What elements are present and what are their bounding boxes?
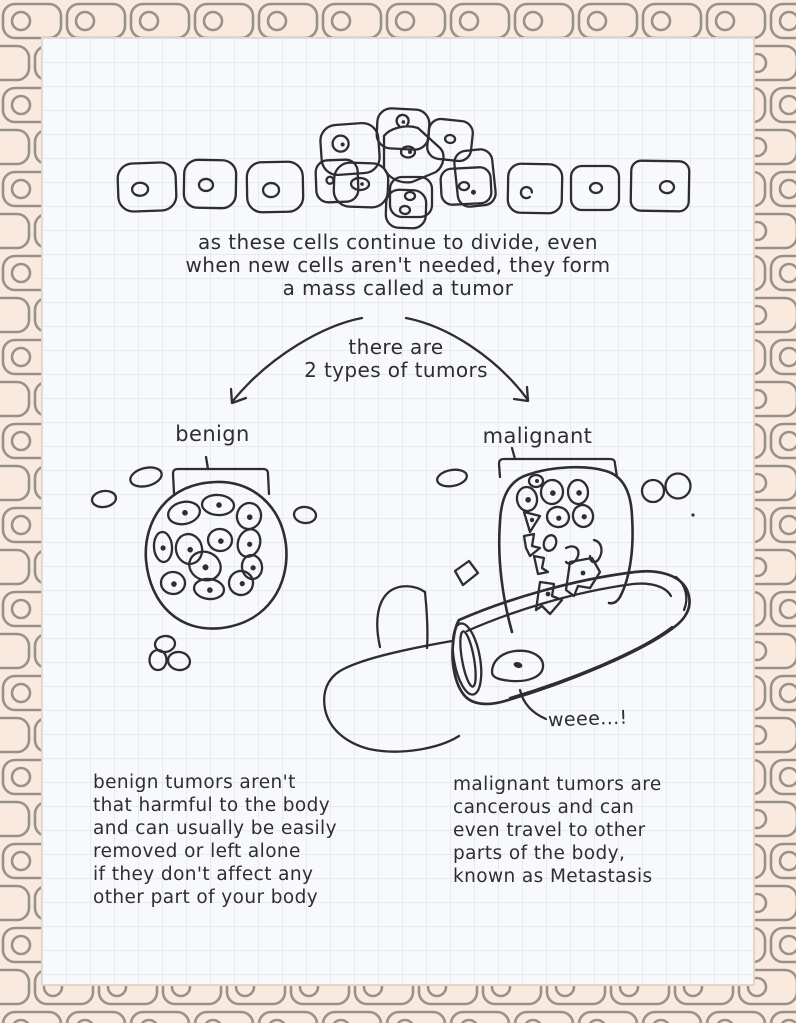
caption-line-2: when new cells aren't needed, they form: [185, 253, 611, 277]
benign-label: benign: [175, 422, 250, 446]
malignant-description-line: parts of the body,: [453, 843, 626, 864]
benign-description-line: other part of your body: [93, 887, 319, 908]
malignant-description-line: cancerous and can: [453, 797, 635, 818]
benign-description-line: benign tumors aren't: [93, 772, 296, 793]
malignant-description-line: malignant tumors are: [453, 774, 662, 795]
malignant-description: [453, 773, 662, 888]
caption-line-3: a mass called a tumor: [282, 276, 514, 300]
caption-line-1: as these cells continue to divide, even: [198, 230, 598, 254]
weee-callout-text: weee...!: [547, 706, 628, 732]
benign-description-line: removed or left alone: [93, 841, 301, 862]
types-note-line-2: 2 types of tumors: [304, 358, 488, 382]
malignant-description-line: even travel to other: [453, 820, 646, 841]
benign-description-line: if they don't affect any: [93, 864, 314, 885]
malignant-label: malignant: [482, 424, 593, 448]
benign-description-line: that harmful to the body: [93, 795, 331, 816]
types-note-line-1: there are: [348, 335, 444, 359]
benign-description-line: and can usually be easily: [93, 818, 337, 839]
malignant-description-line: known as Metastasis: [453, 866, 653, 887]
benign-description: [93, 771, 337, 909]
